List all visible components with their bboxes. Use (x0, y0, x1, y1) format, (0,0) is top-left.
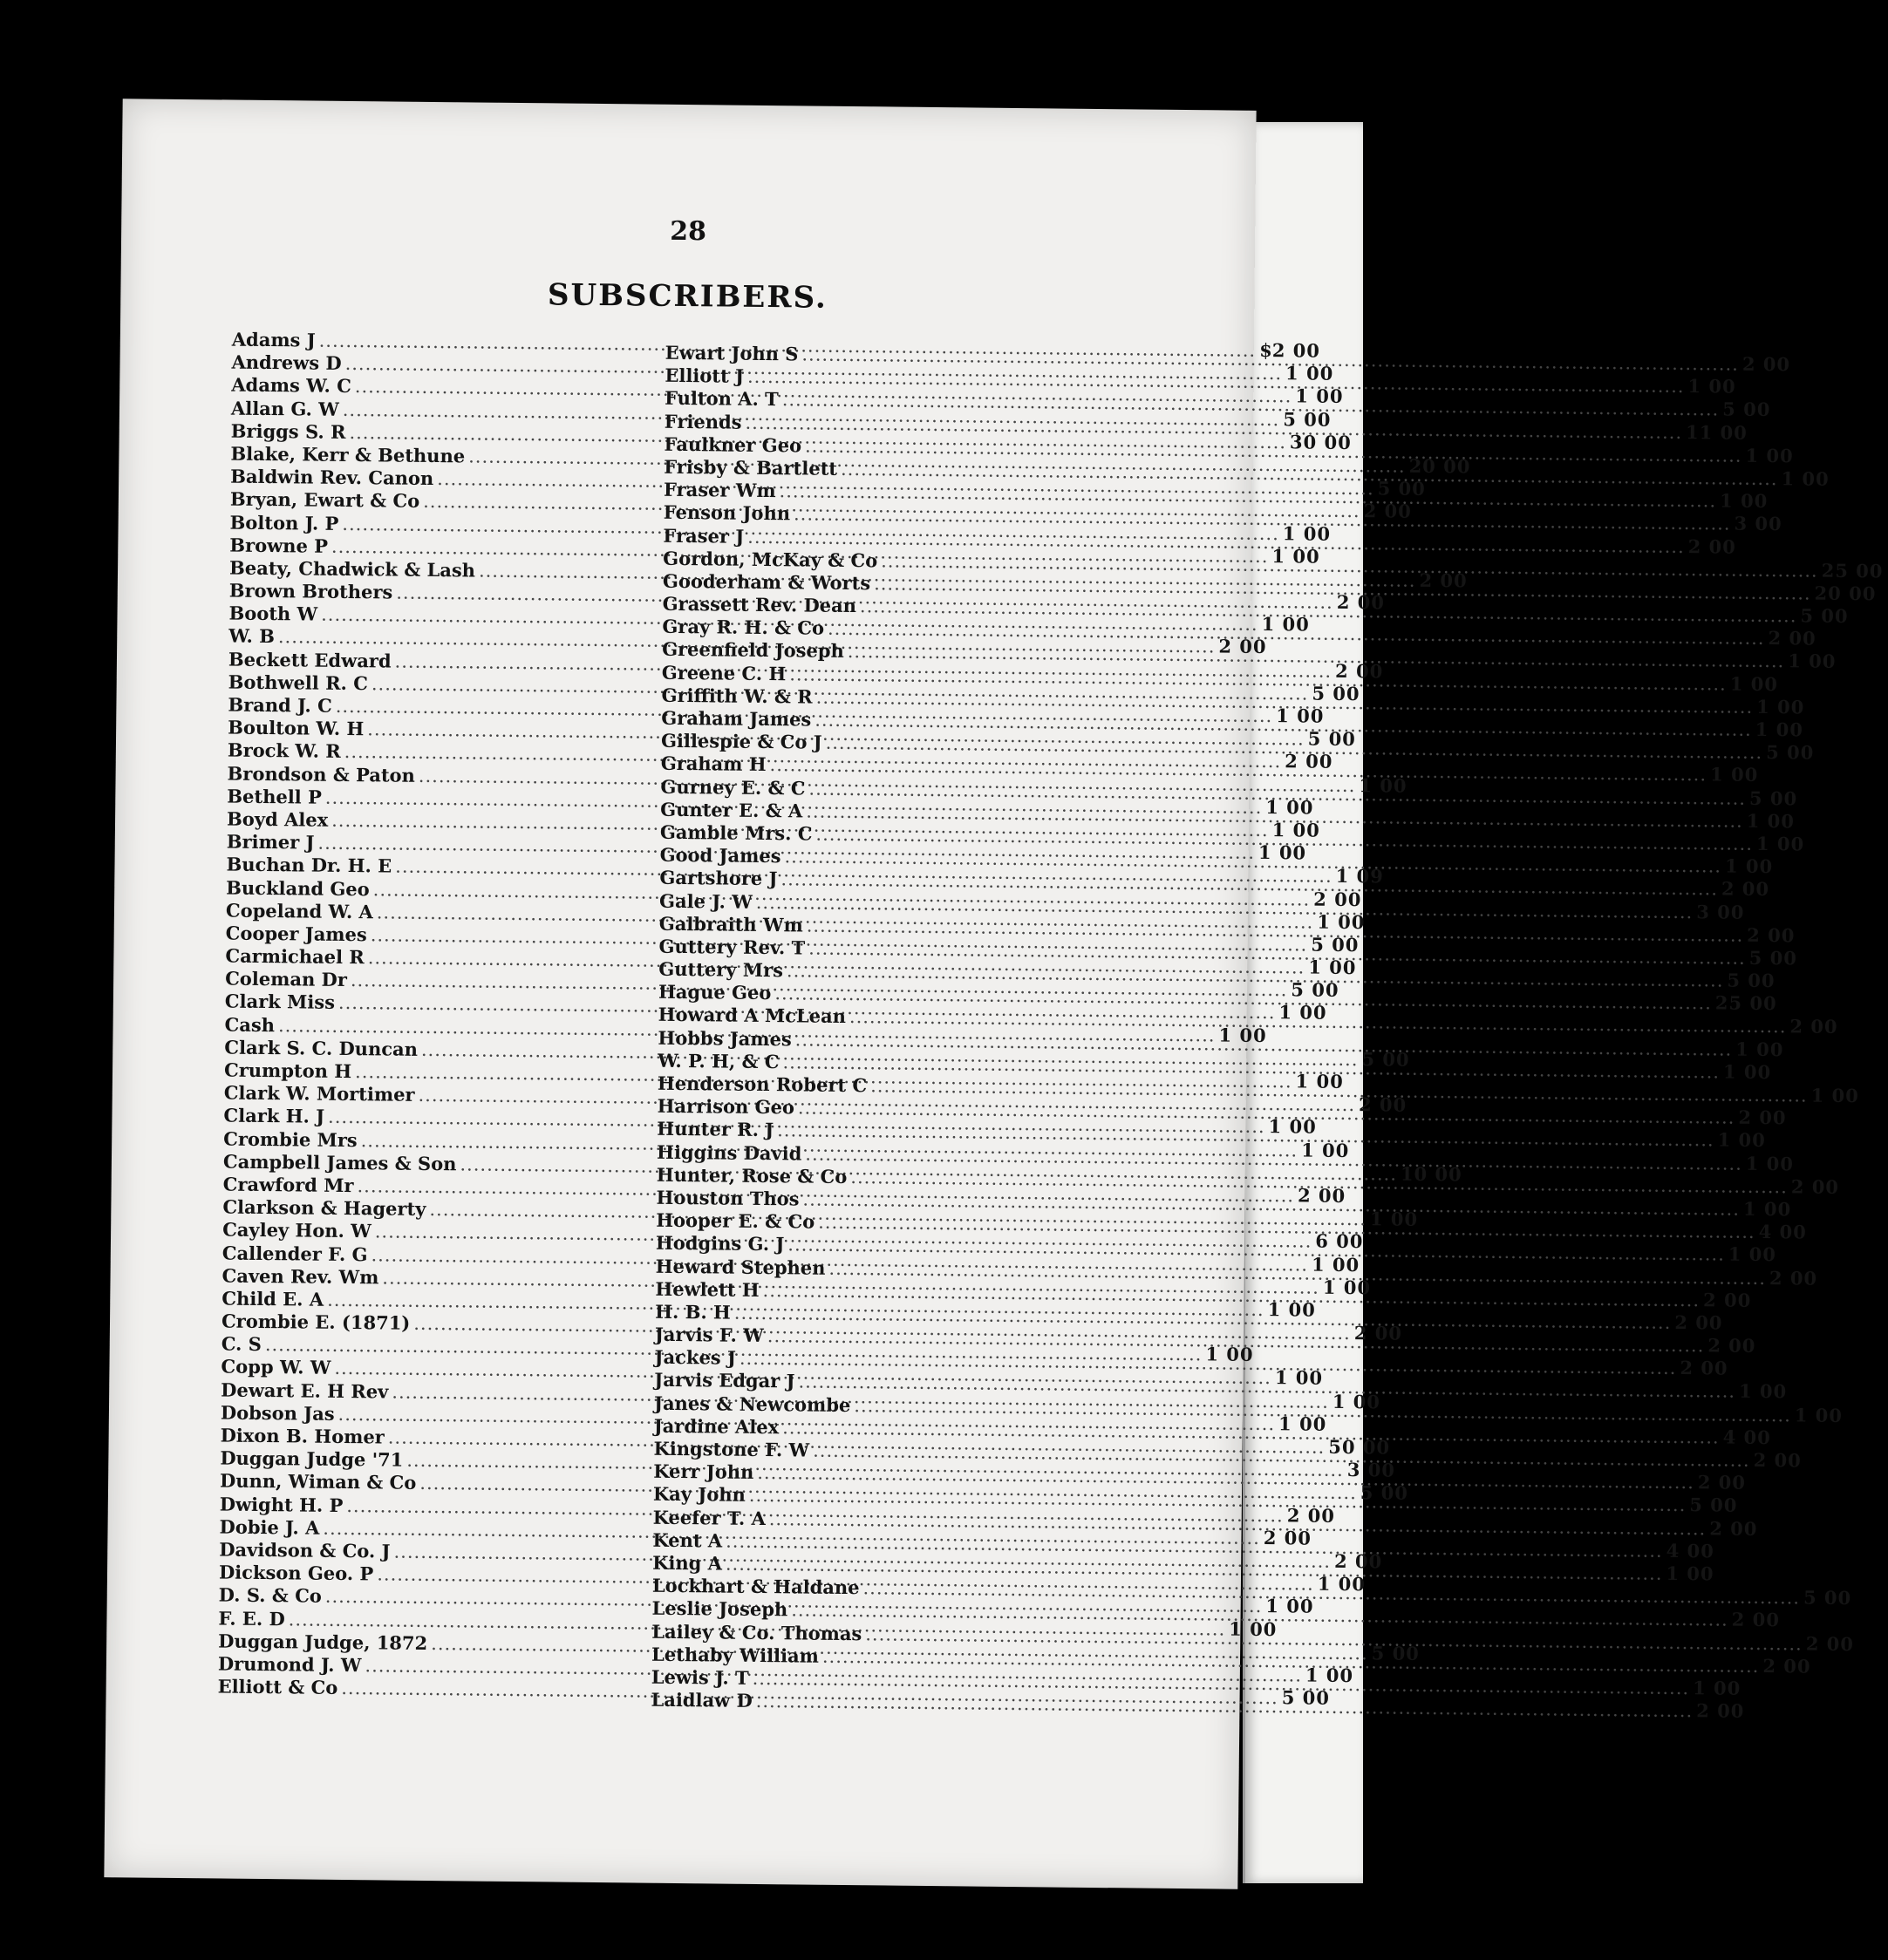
subscription-amount: 3 00 (1696, 900, 1745, 923)
subscription-amount: 1 00 (1745, 1152, 1795, 1174)
subscription-amount: 1 00 (1781, 467, 1830, 490)
subscriber-name: F. E. D (218, 1606, 285, 1630)
subscription-amount: 2 00 (1333, 1549, 1383, 1573)
subscription-amount: 1 00 (1755, 718, 1804, 741)
subscription-amount: 2 00 (1731, 1608, 1781, 1631)
subscription-amount: 1 00 (1709, 763, 1759, 786)
subscription-amount: 1 00 (1261, 613, 1310, 636)
subscriber-name: Elliott J (665, 364, 745, 387)
subscriber-name: Clark W. Mortimer (223, 1081, 415, 1106)
subscription-amount: 5 00 (1748, 786, 1798, 809)
subscription-amount: 2 00 (1709, 1516, 1758, 1540)
subscription-amount: 2 00 (1696, 1699, 1745, 1722)
subscription-amount: 5 00 (1281, 1686, 1331, 1709)
subscriber-name: Gordon, McKay & Co (663, 547, 878, 572)
subscription-amount: 2 00 (1271, 339, 1321, 362)
subscription-amount: 1 00 (1755, 832, 1805, 855)
subscription-amount: 2 00 (1702, 1288, 1752, 1311)
subscription-amount: 1 00 (1274, 1366, 1324, 1390)
subscription-amount: 1 00 (1295, 1070, 1344, 1092)
subscriber-name: Crombie E. (1871) (221, 1310, 411, 1334)
subscriber-name: Cayley Hon. W (222, 1218, 371, 1242)
subscription-amount: 2 00 (1738, 1106, 1787, 1129)
subscription-amount: 20 00 (1408, 454, 1471, 478)
subscription-amount: 1 00 (1278, 1001, 1327, 1024)
subscription-amount: 1 00 (1666, 1562, 1714, 1585)
subscription-amount: 1 00 (1265, 795, 1314, 819)
subscriber-name: Clark H. J (223, 1104, 325, 1128)
subscriber-name: Jardine Alex (653, 1414, 780, 1439)
subscription-amount: 5 00 (1803, 1586, 1852, 1610)
subscriber-name: Blake, Kerr & Bethune (230, 442, 466, 467)
subscriber-name: Copp W. W (221, 1355, 331, 1379)
document-page (104, 99, 1884, 1889)
subscriber-name: Graham James (661, 706, 812, 731)
subscription-amount: 1 00 (1267, 1297, 1316, 1321)
subscriber-name: Dixon B. Homer (220, 1424, 385, 1448)
subscription-amount: 1 00 (1317, 910, 1366, 933)
subscription-amount: 1 00 (1359, 773, 1407, 797)
subscription-amount: 5 00 (1283, 407, 1332, 431)
subscriber-name: Duggan Judge '71 (220, 1446, 404, 1471)
subscriber-name: Jarvis F. W (654, 1323, 764, 1347)
subscriber-name: Higgins David (656, 1140, 802, 1165)
subscription-amount: 5 00 (1360, 1481, 1409, 1505)
subscription-amount: 1 00 (1745, 444, 1794, 467)
subscriber-name: Harrison Geo (657, 1094, 795, 1119)
subscriber-name: Drumond J. W (217, 1652, 362, 1677)
subscription-amount: 2 00 (1285, 750, 1333, 773)
subscription-amount: 1 00 (1756, 695, 1805, 718)
subscription-amount: 3 00 (1346, 1459, 1396, 1481)
subscriber-name: Cash (224, 1013, 276, 1036)
subscription-amount: 2 00 (1753, 1448, 1802, 1472)
subscriber-name: Good James (659, 843, 781, 868)
subscription-amount: 6 00 (1315, 1229, 1364, 1253)
subscription-amount: 1 00 (1271, 819, 1320, 841)
subscriber-name: Brimer J (226, 830, 315, 854)
subscriber-name: Callender F. G (222, 1242, 368, 1265)
subscriber-name: Janes & Newcombe (653, 1392, 851, 1416)
subscriber-name: Lailey & Co. Thomas (651, 1620, 862, 1644)
subscription-amount: 2 00 (1762, 1654, 1811, 1678)
subscription-amount: 1 00 (1738, 1380, 1788, 1403)
subscriber-name: Caven Rev. Wm (222, 1264, 379, 1289)
subscription-amount: 2 00 (1286, 1503, 1336, 1527)
subscriber-name: Hobbs James (658, 1026, 792, 1050)
subscription-amount: 1 00 (1205, 1343, 1254, 1366)
subscriber-name: H. B. H (655, 1300, 731, 1324)
subscription-amount: 2 00 (1218, 635, 1267, 658)
subscription-amount: 5 00 (1371, 1642, 1421, 1664)
subscription-amount: 5 00 (1722, 398, 1771, 421)
subscription-amount: 1 00 (1301, 1139, 1350, 1161)
subscriber-name: Booth W (228, 602, 318, 625)
subscriber-name: Houston Thos (656, 1186, 800, 1210)
subscriber-name: D. S. & Co (218, 1583, 323, 1608)
subscription-amount: 1 00 (1332, 1390, 1381, 1413)
subscriber-name: Andrews D (231, 350, 342, 375)
subscription-amount: 2 00 (1336, 590, 1386, 614)
subscription-amount: 4 00 (1722, 1426, 1771, 1448)
subscriber-name: Friends (664, 410, 742, 433)
subscriber-name: Crumpton H (223, 1058, 352, 1083)
subscriber-name: Heward Stephen (655, 1255, 826, 1279)
subscription-amount: 1 00 (1308, 956, 1357, 979)
subscriber-name: Gamble Mrs. C (659, 820, 813, 845)
subscriber-name: Greenfield Joseph (662, 638, 844, 663)
subscription-amount: 1 00 (1322, 1276, 1372, 1298)
subscriber-name: Bethell P (227, 785, 322, 808)
subscription-amount: 25 00 (1714, 991, 1777, 1015)
subscriber-name: Jackes J (654, 1345, 737, 1369)
subscriber-name: Dwight H. P (219, 1493, 344, 1516)
subscription-amount: 2 00 (1297, 1184, 1346, 1207)
subscription-amount: 2 00 (1768, 627, 1816, 650)
subscription-amount: 2 00 (1680, 1357, 1728, 1379)
subscription-amount: 1 00 (1794, 1404, 1844, 1426)
subscription-amount: 1 00 (1278, 1412, 1327, 1435)
subscription-amount: 1 00 (1369, 1208, 1419, 1230)
subscriber-name: Graham H (660, 752, 767, 776)
subscription-amount: 1 00 (1265, 1595, 1314, 1617)
subscriber-name: Lewis J. T (651, 1665, 749, 1689)
subscriber-name: Leslie Joseph (651, 1597, 788, 1621)
subscriber-name: Gale J. W (658, 889, 753, 913)
subscription-amount: 2 00 (1805, 1632, 1855, 1655)
subscriber-name: Allan G. W (230, 397, 339, 420)
subscriber-name: Gartshore J (659, 867, 778, 890)
subscriber-name: Kent A (652, 1528, 723, 1552)
subscriber-name: Clarkson & Hagerty (222, 1195, 426, 1221)
subscriber-name: Fulton A. T (665, 387, 779, 411)
subscriber-name: Dobson Jas (220, 1401, 335, 1425)
subscription-amount: 1 09 (1335, 865, 1384, 888)
subscription-amount: 2 00 (1789, 1015, 1838, 1038)
subscriber-name: Lethaby William (651, 1643, 820, 1667)
subscription-amount: 2 00 (1721, 877, 1770, 901)
subscriber-name: Dickson Geo. P (218, 1561, 374, 1585)
subscriber-name: Cooper James (225, 922, 367, 946)
subscriber-name: C. S (221, 1332, 262, 1356)
subscription-amount: 1 00 (1693, 1677, 1741, 1699)
subscription-amount: 2 00 (1358, 1093, 1407, 1116)
subscription-amount: 2 00 (1363, 500, 1412, 523)
subscription-amount: 4 00 (1666, 1539, 1714, 1562)
subscriber-name: Keefer T. A (652, 1506, 766, 1529)
subscription-amount: 5 00 (1312, 682, 1360, 704)
subscriber-name: Frisby & Bartlett (664, 455, 838, 480)
subscriber-name: Buchan Dr. H. E (226, 853, 392, 877)
subscription-amount: 1 00 (1746, 809, 1796, 833)
subscriber-name: Baldwin Rev. Canon (230, 465, 434, 490)
subscription-amount: 2 00 (1707, 1334, 1756, 1358)
subscription-amount: 1 00 (1810, 1084, 1859, 1107)
subscription-amount: 20 00 (1814, 582, 1877, 605)
subscriber-name: Galbraith Wm (658, 912, 803, 936)
page-heading: SUBSCRIBERS. (547, 277, 828, 316)
subscription-amount: 2 00 (1263, 1526, 1312, 1549)
subscriber-name: Bryan, Ewart & Co (229, 487, 420, 513)
subscriber-name: Hunter, Rose & Co (656, 1163, 848, 1188)
subscription-amount: 5 00 (1291, 978, 1339, 1002)
subscription-amount: 2 00 (1674, 1310, 1723, 1334)
subscriber-name: Bothwell R. C (228, 670, 369, 695)
subscriber-name: Jarvis Edgar J (654, 1369, 795, 1392)
subscriber-name: Fraser Wm (663, 478, 776, 502)
subscriber-name: Crombie Mrs (223, 1127, 358, 1151)
subscriber-name: Clark S. C. Duncan (224, 1036, 419, 1060)
subscriber-name: Adams W. C (231, 373, 352, 398)
subscriber-name: Copeland W. A (225, 899, 373, 922)
subscriber-name: Kay John (652, 1483, 746, 1507)
subscriber-name: Elliott & Co (217, 1675, 338, 1698)
subscriber-name: Howard A McLean (658, 1004, 847, 1028)
subscription-amount: 1 00 (1276, 704, 1325, 727)
subscription-amount: 1 00 (1724, 854, 1774, 878)
subscriber-name: Gray R. H. & Co (662, 616, 825, 639)
subscription-amount: 1 00 (1317, 1572, 1367, 1596)
subscription-amount: 2 00 (1419, 568, 1468, 592)
subscription-amount: 1 00 (1258, 841, 1307, 864)
subscription-amount: 30 00 (1289, 431, 1352, 453)
subscription-amount: 1 00 (1729, 672, 1779, 695)
subscription-amount: 1 00 (1742, 1197, 1792, 1221)
subscriber-name: W. B (228, 624, 276, 648)
subscriber-name: Guttery Mrs (658, 957, 784, 982)
subscription-amount: 2 00 (1790, 1175, 1840, 1198)
subscription-amount: 1 00 (1285, 362, 1334, 385)
subscriber-name: Gunter E. & A (660, 798, 803, 822)
subscriber-name: Laidlaw D (651, 1688, 753, 1712)
subscription-amount: 1 00 (1229, 1617, 1278, 1640)
subscriber-name: Adams J (231, 328, 316, 351)
subscription-amount: 5 00 (1377, 477, 1426, 500)
subscription-amount: 2 00 (1353, 1322, 1403, 1344)
subscription-amount: 2 00 (1769, 1266, 1818, 1290)
subscription-amount: 5 00 (1307, 727, 1357, 751)
subscriber-name: Davidson & Co. J (219, 1538, 391, 1562)
subscriber-name: Lockhart & Haldane (651, 1574, 860, 1599)
subscriber-name: Kingstone F. W (653, 1437, 810, 1461)
subscription-amount: 2 00 (1313, 888, 1362, 910)
subscriber-name: Hodgins G. J (655, 1232, 785, 1256)
subscriber-name: Clark Miss (224, 990, 336, 1014)
subscription-amount: 1 00 (1271, 544, 1320, 568)
subscriber-name: Brock W. R (227, 738, 341, 763)
subscription-amount: 5 00 (1766, 741, 1815, 764)
subscriber-name: Duggan Judge, 1872 (218, 1630, 428, 1654)
subscriber-name: Hooper E. & Co (656, 1208, 815, 1233)
subscription-amount: 1 00 (1687, 375, 1736, 398)
subscription-amount: 5 00 (1727, 969, 1776, 992)
subscription-amount: 1 00 (1728, 1242, 1777, 1266)
subscription-amount: 2 00 (1334, 659, 1384, 683)
page-number: 28 (670, 215, 707, 248)
subscriber-name: Guttery Rev. T (658, 935, 806, 959)
subscriber-name: Beaty, Chadwick & Lash (228, 556, 476, 582)
subscriber-name: Bolton J. P (229, 511, 339, 534)
subscriber-name: Faulkner Geo (664, 432, 802, 457)
subscription-amount: 1 00 (1735, 1038, 1784, 1060)
subscriber-name: Henderson Robert C (657, 1072, 868, 1097)
subscription-amount: 50 00 (1328, 1435, 1391, 1459)
subscriber-name: Brand J. C (228, 693, 332, 717)
subscription-amount: 10 00 (1400, 1162, 1462, 1186)
subscription-amount: 1 00 (1305, 1664, 1354, 1687)
subscriber-name: Ewart John S (665, 341, 799, 365)
subscriber-name: Grassett Rev. Dean (662, 592, 857, 617)
subscription-amount: 5 00 (1748, 946, 1798, 970)
subscriber-name: Crawford Mr (222, 1173, 354, 1197)
subscription-amount: 25 00 (1821, 559, 1884, 582)
subscriber-name: Griffith W. & R (661, 684, 813, 708)
currency-symbol: $ (1259, 338, 1272, 362)
subscriber-name: W. P. H, & C (658, 1049, 780, 1073)
subscription-amount: 1 00 (1268, 1115, 1317, 1139)
subscription-amount: 4 00 (1758, 1221, 1807, 1243)
subscriber-name: Coleman Dr (225, 967, 348, 991)
subscription-amount: 1 00 (1717, 1128, 1766, 1152)
subscription-amount: 3 00 (1734, 512, 1782, 535)
subscriber-name: Gillespie & Co J (660, 729, 822, 753)
subscriber-name: Brondson & Paton (227, 762, 416, 786)
subscription-amount: 2 00 (1687, 534, 1736, 558)
subscriber-name: Greene C. H (661, 661, 787, 684)
subscription-amount: 1 00 (1788, 650, 1837, 673)
subscriber-name: Brown Brothers (228, 579, 393, 603)
subscription-amount: 5 00 (1361, 1048, 1410, 1071)
subscriber-name: Fenson John (663, 501, 791, 525)
subscription-amount: 1 00 (1722, 1060, 1772, 1083)
subscription-amount: 5 00 (1311, 933, 1360, 956)
subscription-amount: 5 00 (1689, 1494, 1738, 1517)
subscriber-name: Fraser J (663, 524, 745, 548)
subscriber-name: Gooderham & Worts (662, 569, 871, 595)
subscription-amount: 1 00 (1295, 385, 1344, 408)
subscriber-name: Beckett Edward (228, 648, 392, 672)
subscriber-name: Dewart E. H Rev (221, 1378, 389, 1403)
subscriber-name: King A (652, 1551, 723, 1575)
subscriber-name: Briggs S. R (230, 419, 346, 443)
subscriber-name: Kerr John (653, 1460, 754, 1484)
subscriber-name: Hewlett H (655, 1277, 760, 1301)
subscriber-name: Boulton W. H (228, 716, 365, 740)
subscription-amount: 2 00 (1741, 352, 1791, 376)
subscriber-name: Dobie J. A (219, 1515, 320, 1539)
subscriber-name: Boyd Alex (226, 807, 329, 831)
subscriber-name: Hague Geo (658, 980, 772, 1004)
subscription-amount: 2 00 (1747, 923, 1796, 947)
subscriber-name: Buckland Geo (226, 876, 370, 900)
subscriber-name: Gurney E. & C (660, 775, 806, 800)
subscriber-name: Hunter R. J (657, 1118, 774, 1141)
subscriber-name: Carmichael R (225, 944, 365, 969)
subscription-amount: 1 00 (1311, 1253, 1360, 1276)
subscriber-name: Campbell James & Son (222, 1150, 457, 1175)
subscriber-name: Dunn, Wiman & Co (219, 1469, 417, 1494)
subscription-amount: 5 00 (1800, 604, 1849, 628)
subscriber-name: Browne P (229, 534, 329, 557)
subscriber-name: Child E. A (222, 1287, 324, 1310)
subscription-amount: 1 00 (1282, 521, 1332, 545)
subscription-amount: 1 00 (1719, 489, 1769, 513)
subscription-amount: 11 00 (1685, 420, 1748, 444)
subscription-amount: 1 00 (1218, 1024, 1267, 1046)
subscription-amount: 2 00 (1697, 1471, 1747, 1494)
